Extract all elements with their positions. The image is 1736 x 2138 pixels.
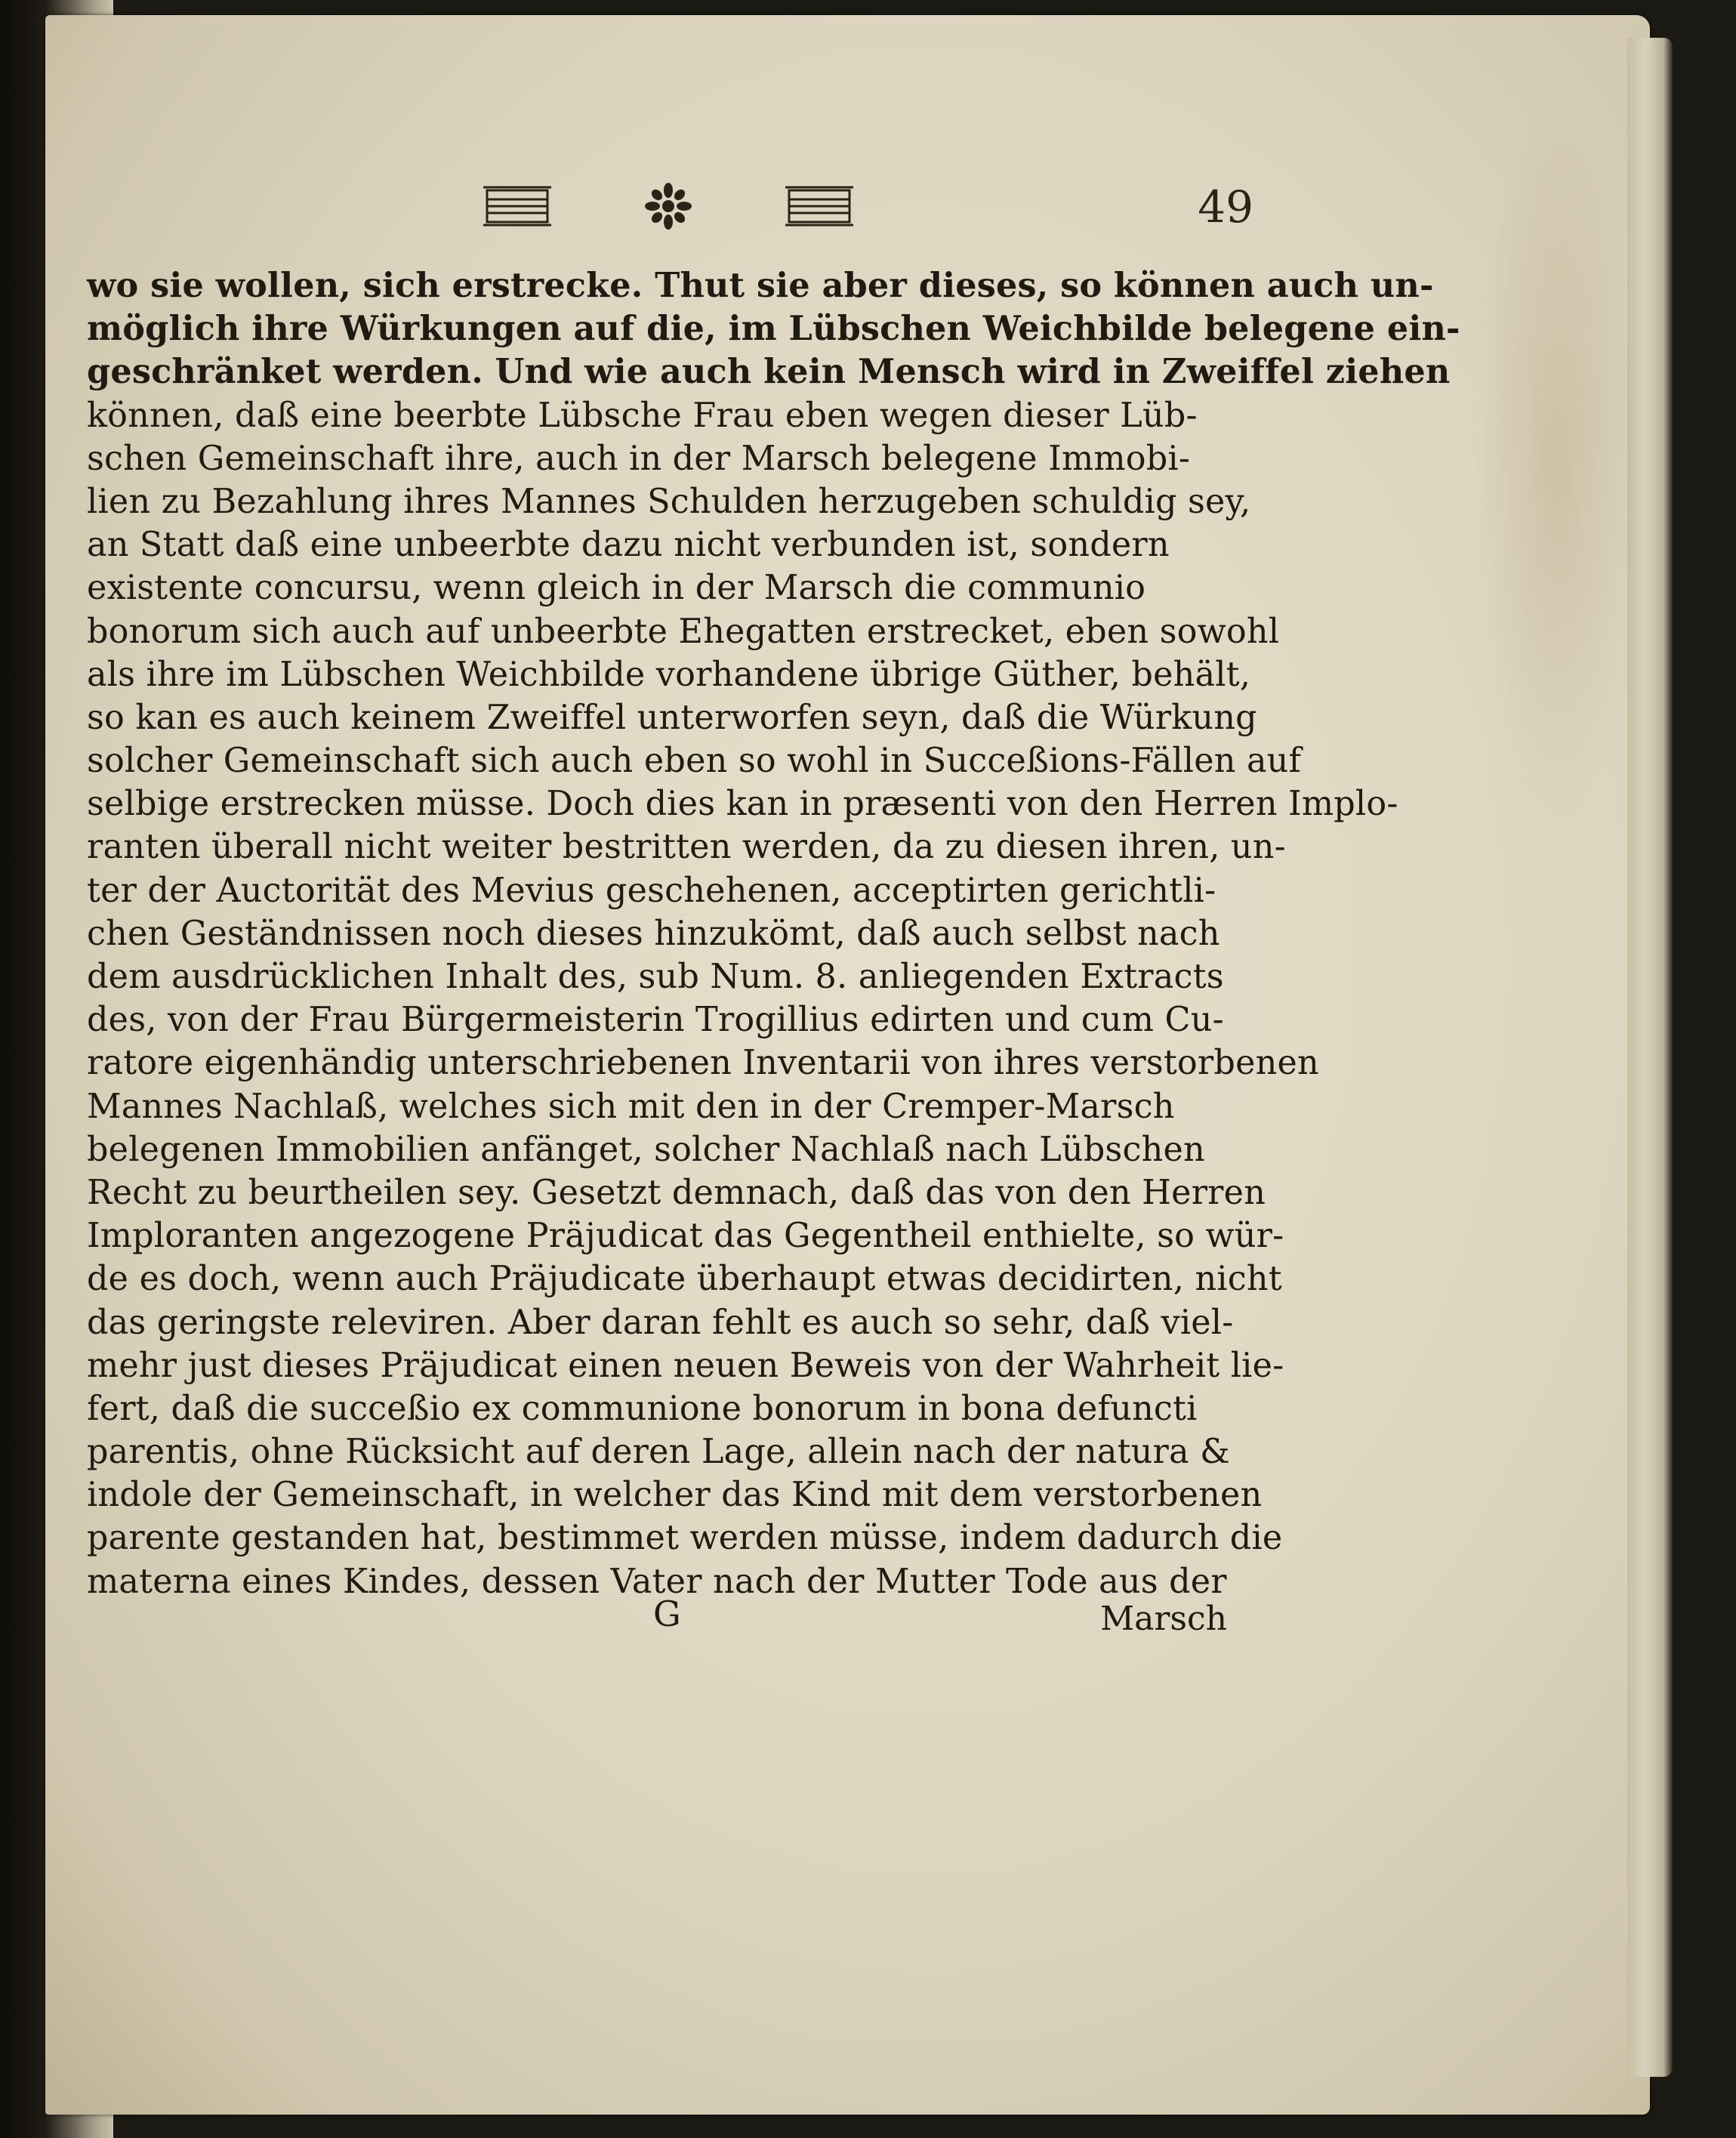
text-line: Imploranten angezogene Präjudicat das Gegentheil enthielte, so wür-: [87, 1217, 1284, 1256]
page-number: 49: [1198, 181, 1253, 233]
paper-stain: [1472, 91, 1639, 846]
text-line: selbige erstrecken müsse. Doch dies kan in præsenti von den Herren Implo-: [87, 785, 1398, 824]
text-line: bonorum sich auch auf unbeerbte Ehegatten erstrecket, eben sowohl: [87, 612, 1280, 651]
text-line: möglich ihre Würkungen auf die, im Lübschen Weichbilde belegene ein-: [87, 309, 1460, 349]
text-line: schen Gemeinschaft ihre, auch in der Marsch belegene Immobi-: [87, 439, 1191, 478]
text-line: chen Geständnissen noch dieses hinzukömt, daß auch selbst nach: [87, 914, 1220, 953]
text-line: Mannes Nachlaß, welches sich mit den in der Cremper-Marsch: [87, 1087, 1175, 1126]
page-footer: [87, 1593, 1227, 1646]
signature-mark: G: [653, 1593, 681, 1634]
ornament-flower-icon: [645, 183, 692, 230]
catchword: Marsch: [1100, 1600, 1227, 1638]
text-line: ter der Auctorität des Mevius geschehenen, acceptirten gerichtli-: [87, 871, 1216, 910]
text-line: de es doch, wenn auch Präjudicate überhaupt etwas decidirten, nicht: [87, 1260, 1282, 1299]
text-line: ranten überall nicht weiter bestritten werden, da zu diesen ihren, un-: [87, 828, 1286, 867]
text-line: an Statt daß eine unbeerbte dazu nicht verbunden ist, sondern: [87, 526, 1170, 565]
text-line: fert, daß die succeßio ex communione bonorum in bona defuncti: [87, 1389, 1198, 1428]
text-line: wo sie wollen, sich erstrecke. Thut sie aber dieses, so können auch un-: [87, 266, 1434, 305]
text-line: des, von der Frau Bürgermeisterin Trogillius edirten und cum Cu-: [87, 1001, 1224, 1040]
text-line: können, daß eine beerbte Lübsche Frau eben wegen dieser Lüb-: [87, 396, 1198, 435]
text-line: das geringste releviren. Aber daran fehlt es auch so sehr, daß viel-: [87, 1303, 1234, 1342]
text-line: als ihre im Lübschen Weichbilde vorhandene übrige Güther, behält,: [87, 655, 1251, 694]
text-line: so kan es auch keinem Zweiffel unterworfen seyn, daß die Würkung: [87, 698, 1257, 737]
text-line: existente concursu, wenn gleich in der Marsch die communio: [87, 569, 1146, 608]
text-line: lien zu Bezahlung ihres Mannes Schulden herzugeben schuldig sey,: [87, 482, 1251, 521]
text-line: parentis, ohne Rücksicht auf deren Lage, allein nach der natura &: [87, 1433, 1230, 1472]
text-line: geschränket werden. Und wie auch kein Mensch wird in Zweiffel ziehen: [87, 352, 1451, 392]
text-line: indole der Gemeinschaft, in welcher das Kind mit dem verstorbenen: [87, 1476, 1263, 1515]
body-text: [87, 264, 1460, 1603]
text-line: parente gestanden hat, bestimmet werden müsse, indem dadurch die: [87, 1519, 1283, 1558]
ornament-right-bar: [785, 187, 853, 225]
text-line: Recht zu beurtheilen sey. Gesetzt demnach, daß das von den Herren: [87, 1173, 1266, 1212]
text-line: solcher Gemeinschaft sich auch eben so wohl in Succeßions-Fällen auf: [87, 742, 1302, 781]
text-line: materna eines Kindes, dessen Vater nach der Mutter Tode aus der: [87, 1562, 1227, 1601]
ornament-left-bar: [483, 187, 551, 225]
text-line: mehr just dieses Präjudicat einen neuen Beweis von der Wahrheit lie-: [87, 1346, 1284, 1385]
text-line: belegenen Immobilien anfänget, solcher Nachlaß nach Lübschen: [87, 1130, 1205, 1169]
text-line: ratore eigenhändig unterschriebenen Inventarii von ihres verstorbenen: [87, 1044, 1319, 1083]
text-line: dem ausdrücklichen Inhalt des, sub Num. 8. anliegenden Extracts: [87, 958, 1224, 996]
headpiece-ornament: [483, 181, 853, 231]
